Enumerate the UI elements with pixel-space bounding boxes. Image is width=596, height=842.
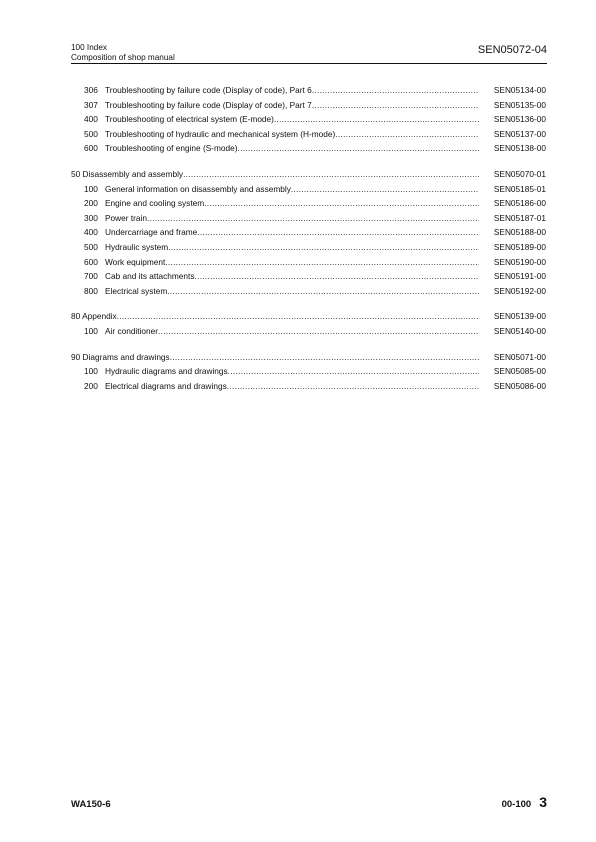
toc-item-number: 100: [84, 183, 98, 194]
header-section-block: [71, 43, 175, 62]
toc-item-code: SEN05187-01: [493, 212, 546, 223]
toc-leader-dots: [197, 225, 479, 240]
toc-item-code: SEN05086-00: [493, 380, 546, 391]
toc-item-row: [71, 98, 546, 113]
toc-item-code: SEN05137-00: [493, 128, 546, 139]
toc-item-code: SEN05185-01: [493, 183, 546, 194]
toc-heading-title: 90 Diagrams and drawings: [71, 351, 170, 362]
toc-leader-dots: [168, 240, 479, 255]
toc-item-number: 100: [84, 366, 98, 377]
toc-item-title: Cab and its attachments: [105, 271, 195, 282]
toc-item-title: Electrical system: [105, 285, 168, 296]
toc-item-title: Undercarriage and frame: [105, 227, 198, 238]
toc-item-code: SEN05192-00: [493, 285, 546, 296]
toc-leader-dots: [194, 269, 479, 284]
toc-leader-dots: [312, 98, 479, 113]
toc-leader-dots: [228, 364, 479, 379]
toc-leader-dots: [238, 141, 479, 156]
toc-heading-title: 50 Disassembly and assembly: [71, 168, 184, 179]
toc-leader-dots: [291, 182, 479, 197]
toc-item-code: SEN05190-00: [493, 256, 546, 267]
footer-page-ref: [502, 794, 547, 810]
toc-item-number: 500: [84, 128, 98, 139]
toc-heading-row: [71, 350, 546, 365]
toc-item-number: 600: [84, 143, 98, 154]
toc-group: [71, 309, 546, 338]
header-divider: [71, 63, 547, 64]
toc-item-number: 306: [84, 85, 98, 95]
toc-leader-dots: [158, 324, 479, 339]
table-of-contents: [71, 83, 546, 404]
toc-item-row: [71, 225, 546, 240]
toc-item-number: 200: [84, 380, 98, 391]
toc-item-row: [71, 182, 546, 197]
header-subtitle: Composition of shop manual: [71, 52, 175, 62]
toc-item-title: Hydraulic system: [105, 241, 169, 252]
toc-leader-dots: [335, 127, 479, 142]
toc-leader-dots: [312, 83, 479, 98]
toc-group: [71, 167, 546, 298]
footer-page-number: 3: [539, 794, 547, 810]
toc-item-title: Troubleshooting by failure code (Display of code), Part 6: [105, 85, 312, 95]
toc-item-number: 700: [84, 271, 98, 282]
toc-item-row: [71, 211, 546, 226]
header-doc-code: SEN05072-04: [477, 44, 547, 56]
toc-item-title: Electrical diagrams and drawings: [105, 380, 227, 391]
toc-item-row: [71, 269, 546, 284]
toc-item-code: SEN05134-00: [493, 85, 546, 95]
toc-item-title: Troubleshooting by failure code (Display of code), Part 7: [105, 99, 312, 110]
toc-item-row: [71, 196, 546, 211]
footer-section-code: 00-100: [501, 799, 532, 810]
toc-item-row: [71, 364, 546, 379]
toc-item-title: Troubleshooting of hydraulic and mechanical system (H-mode): [105, 128, 336, 139]
toc-leader-dots: [227, 379, 479, 394]
toc-heading-code: SEN05070-01: [493, 168, 546, 179]
toc-item-number: 307: [84, 99, 98, 110]
toc-heading-code: SEN05139-00: [493, 311, 546, 322]
toc-item-code: SEN05138-00: [493, 143, 546, 154]
toc-item-title: Troubleshooting of electrical system (E-mode): [105, 114, 274, 125]
toc-heading-row: [71, 167, 546, 182]
toc-item-number: 200: [84, 198, 98, 209]
toc-item-row: [71, 141, 546, 156]
toc-item-title: Hydraulic diagrams and drawings: [105, 366, 228, 377]
toc-item-number: 800: [84, 285, 98, 296]
toc-item-code: SEN05085-00: [493, 366, 546, 377]
toc-item-code: SEN05186-00: [493, 198, 546, 209]
toc-leader-dots: [165, 255, 479, 270]
toc-item-title: Work equipment: [105, 256, 166, 267]
toc-item-row: [71, 379, 546, 394]
toc-item-row: [71, 284, 546, 299]
toc-item-title: General information on disassembly and assembly: [105, 183, 291, 194]
toc-heading-title: 80 Appendix: [71, 311, 117, 322]
toc-leader-dots: [204, 196, 479, 211]
toc-item-code: SEN05140-00: [493, 325, 546, 336]
toc-group: [71, 350, 546, 394]
toc-item-row: [71, 112, 546, 127]
toc-item-code: SEN05191-00: [493, 271, 546, 282]
toc-item-row: [71, 255, 546, 270]
toc-leader-dots: [167, 284, 479, 299]
toc-item-row: [71, 324, 546, 339]
toc-group: [71, 83, 546, 156]
toc-heading-code: SEN05071-00: [493, 351, 546, 362]
toc-item-title: Troubleshooting of engine (S-mode): [105, 143, 238, 154]
toc-item-title: Air conditioner: [105, 325, 159, 336]
toc-item-code: SEN05136-00: [493, 114, 546, 125]
toc-heading-row: [71, 309, 546, 324]
toc-leader-dots: [183, 167, 479, 182]
toc-leader-dots: [274, 112, 479, 127]
toc-item-number: 500: [84, 241, 98, 252]
toc-item-code: SEN05189-00: [493, 241, 546, 252]
toc-item-number: 100: [84, 325, 98, 336]
header-section: 100 Index: [71, 43, 107, 52]
toc-item-row: [71, 240, 546, 255]
toc-item-number: 400: [84, 114, 98, 125]
toc-item-number: 600: [84, 256, 98, 267]
toc-item-title: Engine and cooling system: [105, 198, 205, 209]
toc-leader-dots: [170, 350, 479, 365]
footer-model: WA150-6: [71, 799, 111, 810]
toc-item-title: Power train: [105, 212, 147, 223]
toc-item-row: [71, 127, 546, 142]
toc-item-number: 300: [84, 212, 98, 223]
toc-leader-dots: [147, 211, 479, 226]
toc-item-code: SEN05135-00: [493, 99, 546, 110]
toc-item-number: 400: [84, 227, 98, 238]
toc-leader-dots: [117, 309, 479, 324]
toc-item-row: [71, 83, 546, 98]
toc-item-code: SEN05188-00: [493, 227, 546, 238]
